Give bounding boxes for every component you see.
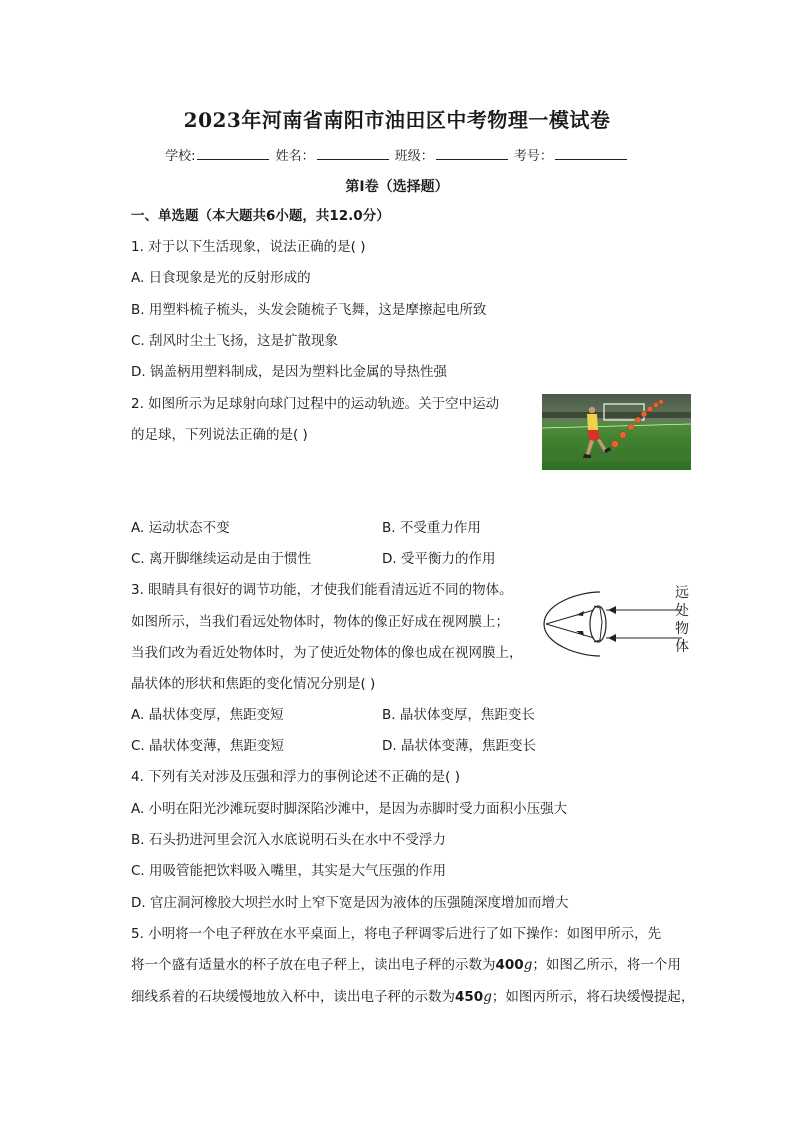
class-blank[interactable] [436, 146, 508, 160]
far-label-char: 远 [675, 585, 689, 601]
q3-option-a: A. 晶状体变厚，焦距变短 [131, 707, 284, 723]
number-label: 考号： [513, 149, 553, 164]
name-blank[interactable] [317, 146, 389, 160]
q2-stem-line1: 2. 如图所示为足球射向球门过程中的运动轨迹。关于空中运动 [131, 396, 500, 412]
exam-title: 2023年河南省南阳市油田区中考物理一模试卷 [183, 108, 611, 132]
student-info-line [0, 145, 794, 164]
q4-stem: 4. 下列有关对涉及压强和浮力的事例论述不正确的是( ) [131, 769, 460, 785]
q5-text: 细线系着的石块缓慢地放入杯中，读出电子秤的示数为 [131, 989, 455, 1005]
section-title: 第I卷（选择题） [345, 179, 449, 195]
far-label-char: 体 [675, 639, 689, 655]
q3-stem-line3: 当我们改为看近处物体时，为了使近处物体的像也成在视网膜上， [131, 645, 523, 661]
q1-option-a: A. 日食现象是光的反射形成的 [131, 270, 311, 286]
q3-stem-line2: 如图所示，当我们看远处物体时，物体的像正好成在视网膜上； [131, 614, 509, 630]
far-label-char: 处 [675, 603, 689, 619]
school-blank[interactable] [197, 146, 269, 160]
number-blank[interactable] [555, 146, 627, 160]
q4-option-a: A. 小明在阳光沙滩玩耍时脚深陷沙滩中，是因为赤脚时受力面积小压强大 [131, 801, 568, 817]
q5-value-400: 400 [495, 957, 524, 973]
q1-option-b: B. 用塑料梳子梳头，头发会随梳子飞舞，这是摩擦起电所致 [131, 302, 487, 318]
q4-option-b: B. 石头扔进河里会沉入水底说明石头在水中不受浮力 [131, 832, 446, 848]
q3-stem-line4: 晶状体的形状和焦距的变化情况分别是( ) [131, 676, 376, 692]
q5-line1: 5. 小明将一个电子秤放在水平桌面上，将电子秤调零后进行了如下操作：如图甲所示，先 [131, 926, 662, 942]
q5-text: ；如图丙所示，将石块缓慢提起， [491, 989, 695, 1005]
q2-option-b: B. 不受重力作用 [382, 520, 481, 536]
q1-option-d: D. 锅盖柄用塑料制成，是因为塑料比金属的导热性强 [131, 364, 447, 380]
far-object-label [674, 584, 690, 656]
q4-option-c: C. 用吸管能把饮料吸入嘴里，其实是大气压强的作用 [131, 863, 447, 879]
part-heading: 一、单选题（本大题共6小题，共12.0分） [131, 208, 390, 224]
eyeball-outline [544, 592, 600, 656]
q2-option-c: C. 离开脚继续运动是由于惯性 [131, 551, 312, 567]
far-label-char: 物 [675, 621, 689, 637]
q2-option-d: D. 受平衡力的作用 [382, 551, 496, 567]
q2-stem-line2: 的足球，下列说法正确的是( ) [131, 427, 308, 443]
q3-option-b: B. 晶状体变厚，焦距变长 [382, 707, 535, 723]
q3-option-d: D. 晶状体变薄，焦距变长 [382, 738, 536, 754]
school-label: 学校: [165, 149, 196, 164]
q4-option-d: D. 官庄洞河橡胶大坝拦水时上窄下宽是因为液体的压强随深度增加而增大 [131, 895, 569, 911]
name-label: 姓名： [275, 149, 315, 164]
q2-option-a: A. 运动状态不变 [131, 520, 230, 536]
q5-unit: g [483, 989, 492, 1005]
q5-line2 [131, 956, 681, 974]
q5-value-450: 450 [455, 989, 484, 1005]
q5-text: 将一个盛有适量水的杯子放在电子秤上，读出电子秤的示数为 [131, 957, 496, 973]
soccer-photo [542, 394, 691, 470]
lens-shape [590, 606, 606, 642]
q5-text: ；如图乙所示，将一个用 [532, 957, 681, 973]
q1-option-c: C. 刮风时尘土飞扬，这是扩散现象 [131, 333, 339, 349]
q3-stem-line1: 3. 眼睛具有很好的调节功能，才使我们能看清远近不同的物体。 [131, 582, 513, 598]
q5-unit: g [523, 957, 533, 973]
q3-option-c: C. 晶状体变薄，焦距变短 [131, 738, 285, 754]
q1-stem: 1. 对于以下生活现象，说法正确的是( ) [131, 239, 366, 255]
q5-line3 [131, 988, 694, 1006]
class-label: 班级： [394, 149, 434, 164]
